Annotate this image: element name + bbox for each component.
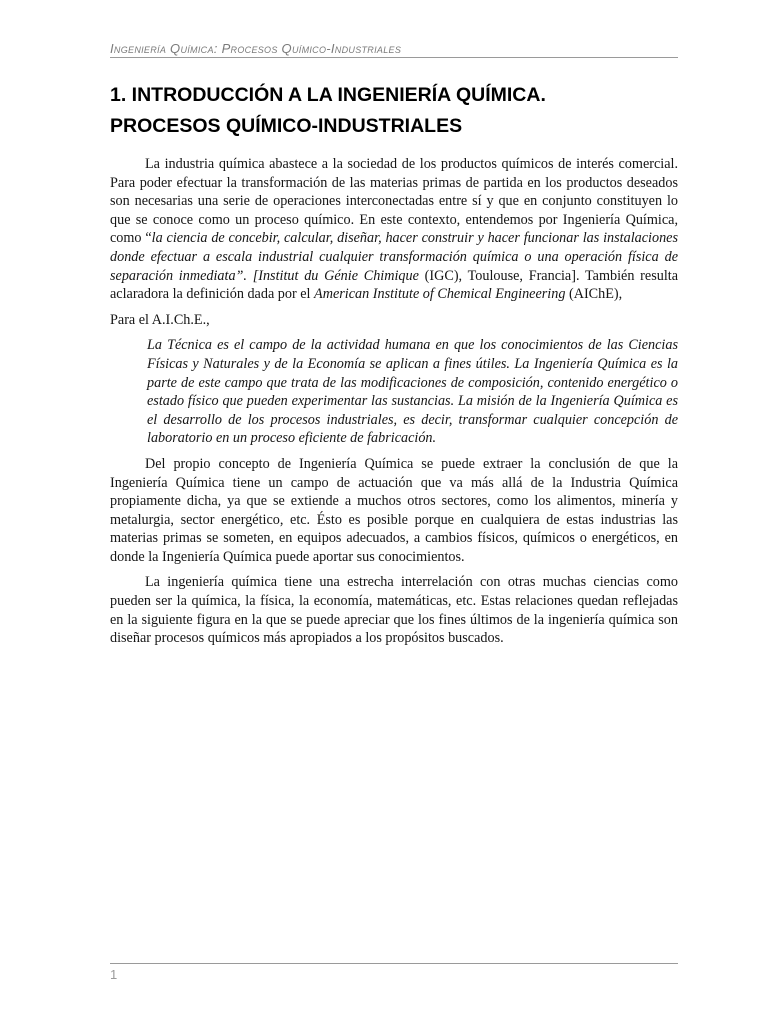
- running-header: Ingeniería Química: Procesos Químico-Industriales: [110, 41, 402, 56]
- body-text: [110, 155, 678, 655]
- chapter-title: [110, 80, 678, 142]
- header-divider: [110, 57, 678, 58]
- paragraph-1-organization: American Institute of Chemical Engineering: [314, 286, 566, 303]
- chapter-title-line-1: 1. INTRODUCCIÓN A LA INGENIERÍA QUÍMICA.: [110, 84, 546, 106]
- paragraph-4: La ingeniería química tiene una estrecha interrelación con otras muchas ciencias como pueden ser la química, la física, la economía, matemáticas, etc. Estas relaciones quedan reflejadas en la siguiente figura en la que se puede apreciar que los fines últimos de la ingeniería química son diseñar procesos químicos más apropiados a los propósitos buscados.: [110, 574, 678, 647]
- footer-divider: [110, 963, 678, 964]
- paragraph-2: Para el A.I.Ch.E.,: [110, 311, 210, 328]
- paragraph-1-definition-quote: la ciencia de concebir, calcular, diseñar, hacer construir y hacer funcionar las instalaciones donde efectuar a escala industrial cualquier transformación química o una operación física de separación inmediata”. [Institut du Génie Chimique: [110, 230, 678, 284]
- paragraph-1-text-c: (AIChE),: [565, 286, 623, 303]
- block-quote: La Técnica es el campo de la actividad humana en que los conocimientos de las Ciencias Físicas y Naturales y de la Economía se aplican a fines útiles. La Ingeniería Química es la parte de este campo que trata de las modificaciones de composición, contenido energético o estado físico que pueden experimentar las sustancias. La misión de la Ingeniería Química es el desarrollo de los procesos industriales, es decir, transformar cualquier concepción de laboratorio en un proceso eficiente de fabricación.: [147, 337, 678, 447]
- paragraph-1: [110, 155, 678, 304]
- paragraph-1-text-b: (IGC), Toulouse, Francia]. También resulta aclaradora la definición dada por el: [110, 267, 678, 303]
- paragraph-1-text-a: La industria química abastece a la sociedad de los productos químicos de interés comercial. Para poder efectuar la transformación de las materias primas de partida en los productos deseados son necesarias una serie de operaciones interconectadas entre sí y que en conjunto constituyen lo que se conoce como un proceso químico. En este contexto, entendemos por Ingeniería Química, como “: [110, 156, 678, 247]
- chapter-title-line-2: PROCESOS QUÍMICO-INDUSTRIALES: [110, 115, 463, 137]
- page-number: 1: [110, 967, 118, 982]
- paragraph-3: Del propio concepto de Ingeniería Química se puede extraer la conclusión de que la Ingeniería Química tiene un campo de actuación que va más allá de la Industria Química propiamente dicha, ya que se extiende a muchos otros sectores, como los alimentos, minería y metalurgia, sector energético, etc. Ésto es posible porque en cualquiera de estas industrias las materias primas se someten, en equipos adecuados, a cambios físicos, químicos o energéticos, en donde la Ingeniería Química puede aportar sus conocimientos.: [110, 455, 678, 565]
